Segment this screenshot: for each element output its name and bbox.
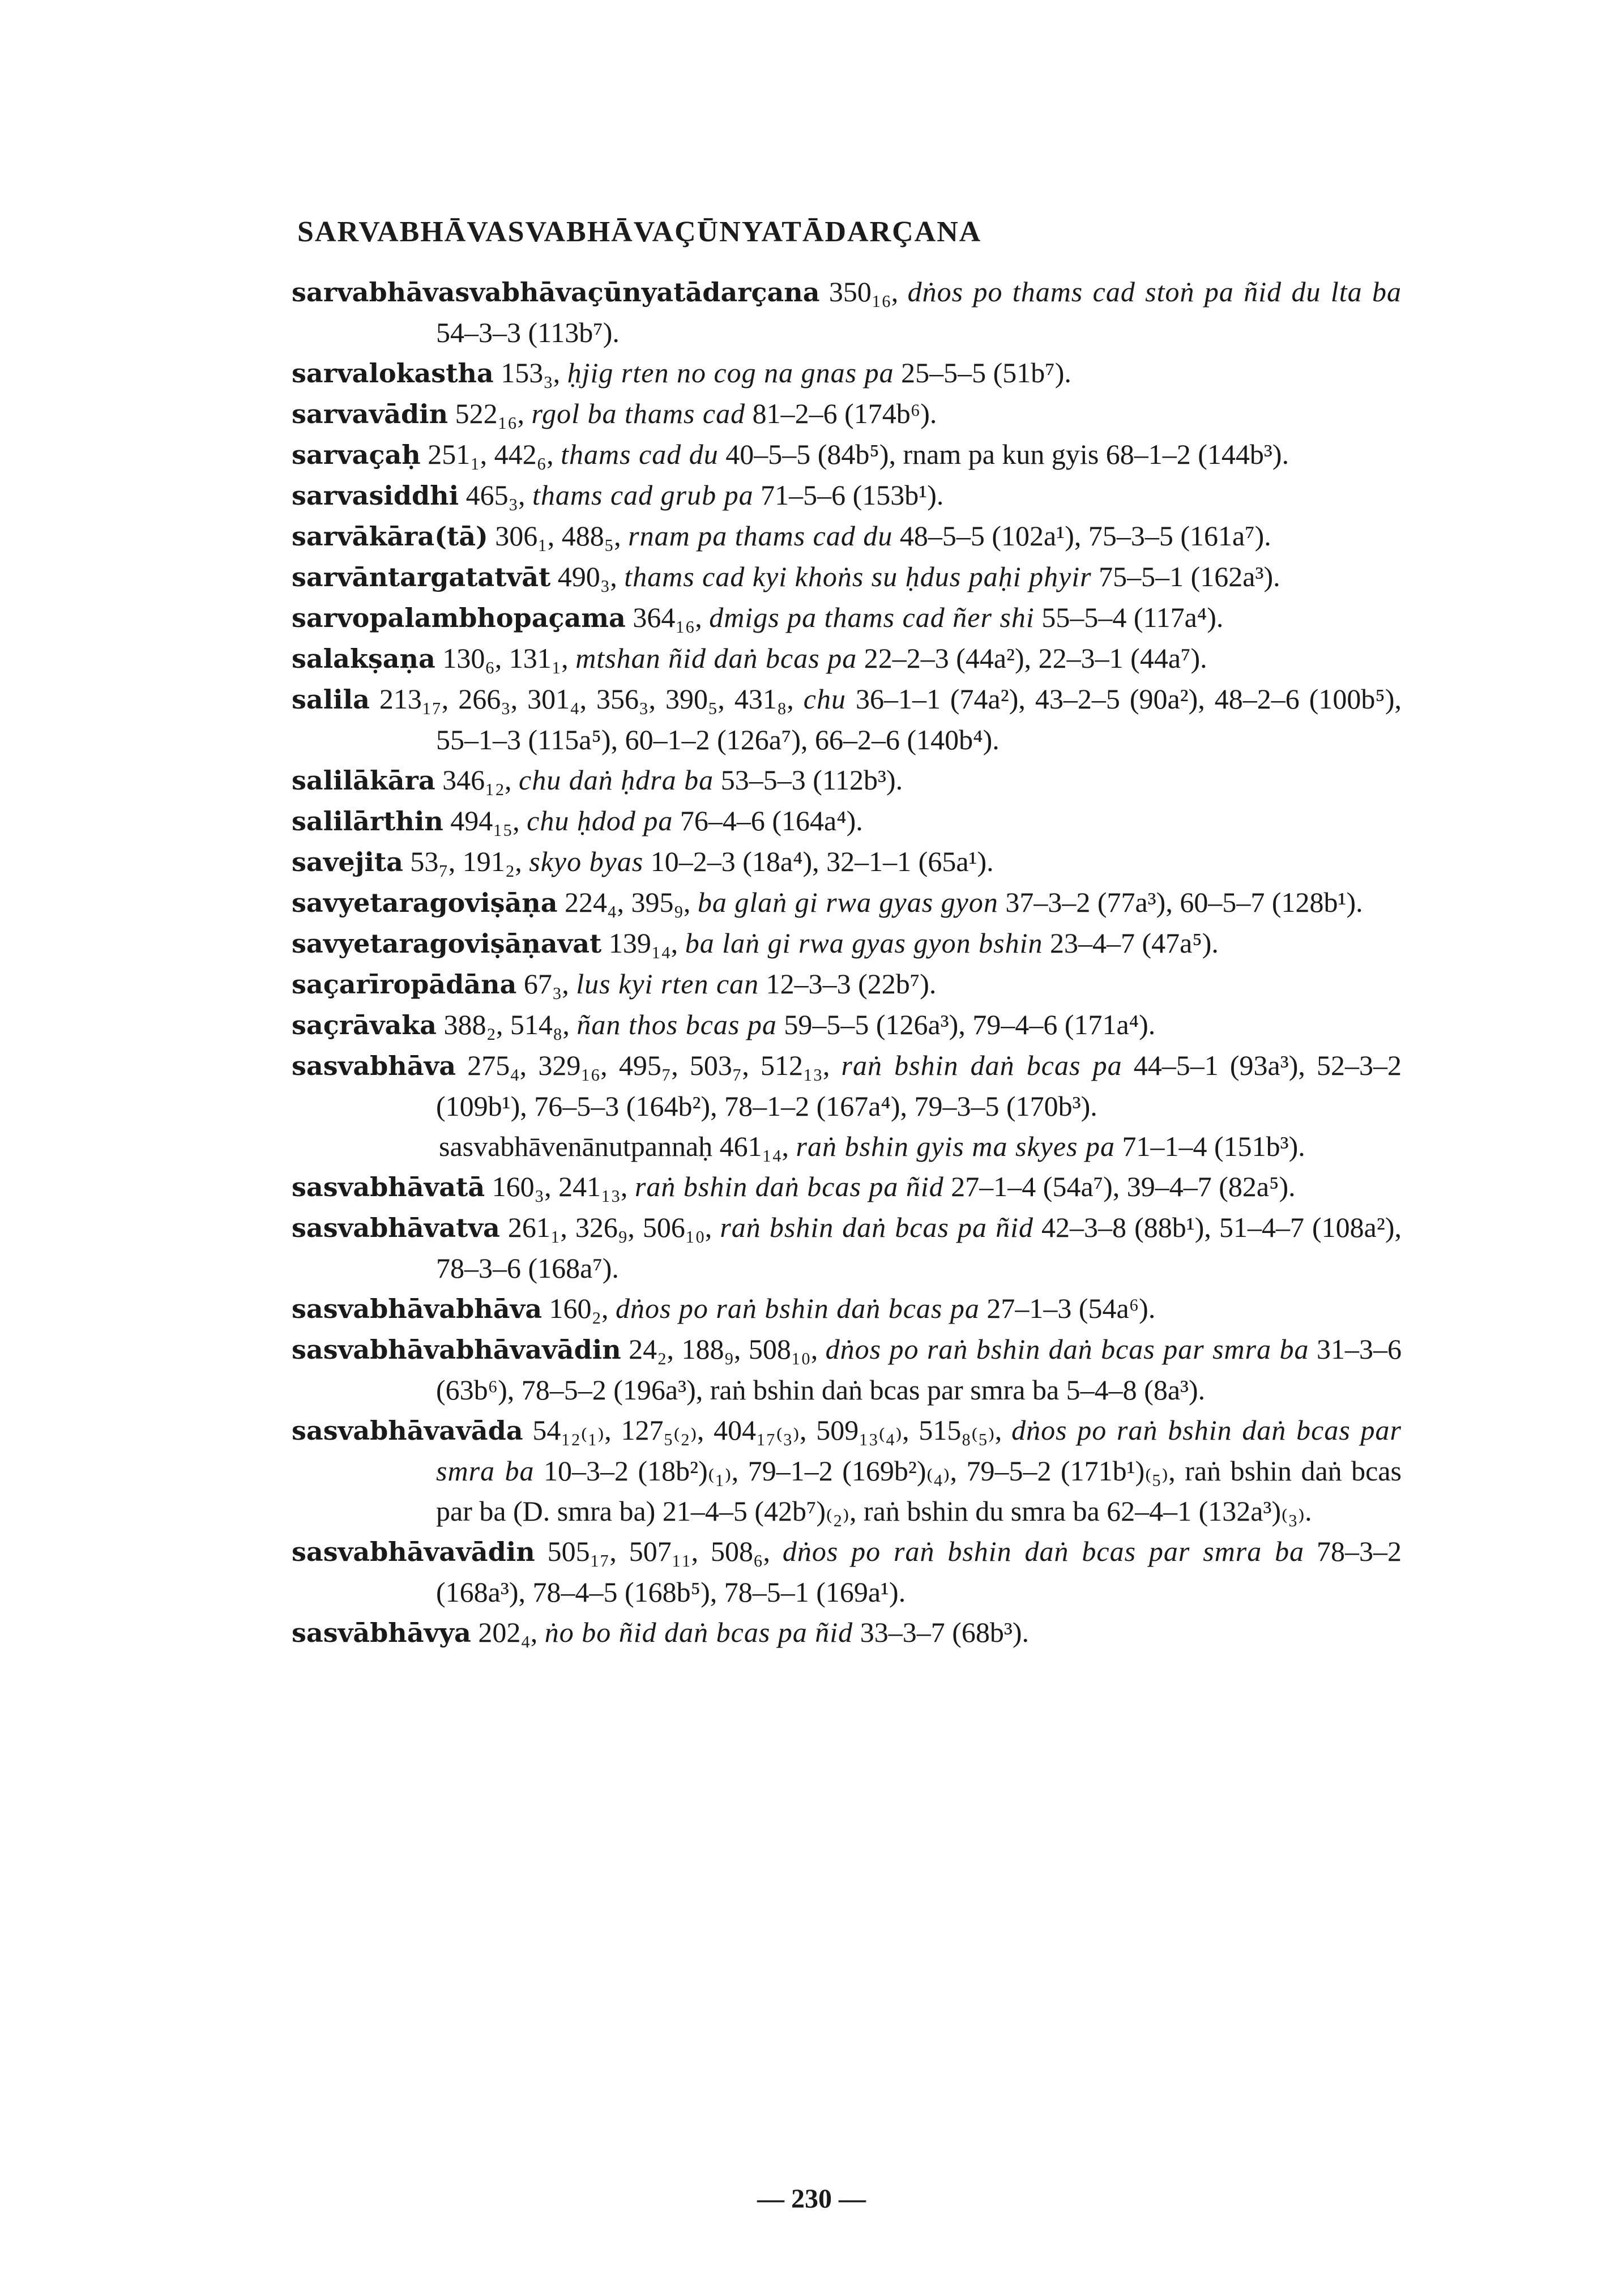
entry-headword: sarvavādin xyxy=(292,399,449,429)
entry-refs: 130₆, 131₁, xyxy=(435,642,576,674)
entry-tail: 27–1–4 (54a⁷), 39–4–7 (82a⁵). xyxy=(943,1171,1296,1202)
list-item xyxy=(292,1329,1402,1410)
entry-tail: 76–4–6 (164a⁴). xyxy=(673,805,863,837)
list-item xyxy=(292,1005,1402,1045)
list-item xyxy=(292,557,1402,598)
list-item xyxy=(292,964,1402,1005)
entry-tibetan: lus kyi rten can xyxy=(576,968,759,1000)
entry-tail: 54–3–3 (113b⁷). xyxy=(436,317,620,348)
entry-tibetan: mtshan ñid daṅ bcas pa xyxy=(575,642,857,674)
entry-tibetan: dmigs pa thams cad ñer shi xyxy=(709,601,1035,633)
entry-tail: 36–1–1 (74a²), 43–2–5 (90a²), 48–2–6 (100b⁵), 55–1–3 (115a⁵), 60–1–2 (126a⁷), 66–2–6 (140b⁴). xyxy=(436,683,1402,756)
entry-tibetan: dṅos po raṅ bshin daṅ bcas par smra ba xyxy=(436,1414,1402,1487)
entry-headword: salila xyxy=(292,684,370,715)
list-item xyxy=(292,923,1402,964)
entry-tail: 59–5–5 (126a³), 79–4–6 (171a⁴). xyxy=(776,1009,1156,1040)
entry-tibetan: dṅos po raṅ bshin daṅ bcas par smra ba xyxy=(782,1535,1305,1567)
entry-headword: salakṣaṇa xyxy=(292,643,435,674)
entry-refs: 202₄, xyxy=(471,1616,545,1648)
list-item xyxy=(292,272,1402,353)
entry-subform: sasvabhāvenānutpannaḥ xyxy=(439,1130,713,1162)
entry-tibetan: raṅ bshin daṅ bcas pa ñid xyxy=(720,1211,1033,1243)
entry-refs: 490₃, xyxy=(550,561,625,592)
entry-tail: 31–3–6 (63b⁶), 78–5–2 (196a³), raṅ bshin daṅ bcas par smra ba 5–4–8 (8a³). xyxy=(436,1333,1402,1406)
list-item xyxy=(292,353,1402,394)
entry-tail: 48–5–5 (102a¹), 75–3–5 (161a⁷). xyxy=(892,520,1271,552)
entry-refs: 364₁₆, xyxy=(625,601,710,633)
entry-refs: 461₁₄, xyxy=(712,1130,796,1162)
entry-tail: 44–5–1 (93a³), 52–3–2 (109b¹), 76–5–3 (164b²), 78–1–2 (167a⁴), 79–3–5 (170b³). xyxy=(436,1049,1402,1122)
entry-headword: sasvabhāva xyxy=(292,1051,456,1081)
entry-tail: 55–5–4 (117a⁴). xyxy=(1034,601,1224,633)
entry-tibetan: chu xyxy=(803,683,846,715)
list-item xyxy=(292,1531,1402,1612)
list-item xyxy=(292,1288,1402,1329)
entry-headword: sarvabhāvasvabhāvaçūnyatādarçana xyxy=(292,277,820,308)
entry-tail: 23–4–7 (47a⁵). xyxy=(1043,927,1219,959)
entry-headword: savyetaragoviṣāṇa xyxy=(292,887,558,918)
entry-tibetan: skyo byas xyxy=(529,846,644,877)
entry-headword: sarvopalambhopaçama xyxy=(292,603,626,633)
entry-tibetan: raṅ bshin daṅ bcas pa ñid xyxy=(634,1171,944,1202)
list-item xyxy=(292,679,1402,760)
list-item xyxy=(292,801,1402,842)
list-item xyxy=(292,1410,1402,1531)
entry-tibetan: ba glaṅ gi rwa gyas gyon xyxy=(697,886,998,918)
entry-tail: 40–5–5 (84b⁵), rnam pa kun gyis 68–1–2 (144b³). xyxy=(718,438,1289,470)
entry-tibetan: ñan thos bcas pa xyxy=(576,1009,777,1040)
entry-tail: 10–2–3 (18a⁴), 32–1–1 (65a¹). xyxy=(643,846,994,877)
entry-refs: 275₄, 329₁₆, 495₇, 503₇, 512₁₃, xyxy=(456,1049,842,1081)
glossary-entries xyxy=(292,272,1402,1653)
page-number: — 230 — xyxy=(757,2184,866,2214)
entry-refs: 160₃, 241₁₃, xyxy=(485,1171,635,1202)
entry-headword: saçarīropādāna xyxy=(292,969,517,1000)
entry-refs: 505₁₇, 507₁₁, 508₆, xyxy=(535,1535,783,1567)
entry-tail: 78–3–2 (168a³), 78–4–5 (168b⁵), 78–5–1 (169a¹). xyxy=(436,1535,1402,1608)
list-item-subentry xyxy=(292,1126,1402,1167)
entry-tail: 33–3–7 (68b³). xyxy=(853,1616,1029,1648)
entry-tibetan: ḥjig rten no cog na gnas pa xyxy=(567,357,894,389)
entry-refs: 153₃, xyxy=(493,357,567,389)
list-item xyxy=(292,638,1402,679)
list-item xyxy=(292,1207,1402,1288)
entry-refs: 350₁₆, xyxy=(819,276,908,308)
list-item xyxy=(292,516,1402,557)
entry-refs: 53₇, 191₂, xyxy=(403,846,529,877)
entry-refs: 213₁₇, 266₃, 301₄, 356₃, 390₅, 431₈, xyxy=(369,683,804,715)
entry-refs: 160₂, xyxy=(542,1292,616,1324)
entry-refs: 306₁, 488₅, xyxy=(488,520,629,552)
entry-tibetan: ba laṅ gi rwa gyas gyon bshin xyxy=(685,927,1043,959)
entry-headword: sasvabhāvabhāva xyxy=(292,1294,543,1324)
list-item xyxy=(292,434,1402,475)
entry-refs: 54₁₂₍₁₎, 127₅₍₂₎, 404₁₇₍₃₎, 509₁₃₍₄₎, 515₈₍₅₎, xyxy=(523,1414,1012,1446)
entry-tail: 53–5–3 (112b³). xyxy=(714,764,903,796)
entry-refs: 494₁₅, xyxy=(443,805,527,837)
entry-refs: 261₁, 326₉, 506₁₀, xyxy=(499,1211,720,1243)
entry-tibetan: rgol ba thams cad xyxy=(531,398,746,429)
list-item xyxy=(292,882,1402,923)
entry-refs: 24₂, 188₉, 508₁₀, xyxy=(621,1333,826,1365)
entry-headword: sarvākāra(tā) xyxy=(292,521,488,552)
entry-refs: 67₃, xyxy=(516,968,576,1000)
entry-tail: 42–3–8 (88b¹), 51–4–7 (108a²), 78–3–6 (168a⁷). xyxy=(436,1211,1402,1284)
entry-headword: sasvabhāvavāda xyxy=(292,1415,523,1446)
entry-tibetan: raṅ bshin gyis ma skyes pa xyxy=(796,1130,1115,1162)
entry-tail: 27–1–3 (54a⁶). xyxy=(979,1292,1156,1324)
entry-tail: 37–3–2 (77a³), 60–5–7 (128b¹). xyxy=(998,886,1363,918)
entry-tibetan: chu daṅ ḥdra ba xyxy=(519,764,714,796)
entry-headword: salilākāra xyxy=(292,765,435,796)
entry-refs: 388₂, 514₈, xyxy=(436,1009,577,1040)
entry-tail: 10–3–2 (18b²)₍₁₎, 79–1–2 (169b²)₍₄₎, 79–5–2 (171b¹)₍₅₎, raṅ bshin daṅ bcas par ba (D. smra ba) 21–4–5 (42b⁷)₍₂₎, raṅ bshin du smra ba 62–4–1 (132a³)₍₃₎. xyxy=(436,1455,1402,1527)
entry-tibetan: dṅos po raṅ bshin daṅ bcas par smra ba xyxy=(825,1333,1309,1365)
entry-refs: 465₃, xyxy=(459,479,533,511)
entry-tibetan: dṅos po thams cad stoṅ pa ñid du lta ba xyxy=(907,276,1402,308)
entry-tail: 25–5–5 (51b⁷). xyxy=(894,357,1071,389)
entry-headword: salilārthin xyxy=(292,806,443,837)
entry-tibetan: chu ḥdod pa xyxy=(527,805,673,837)
entry-headword: sarvasiddhi xyxy=(292,480,459,511)
entry-refs: 251₁, 442₆, xyxy=(420,438,561,470)
entry-tibetan: dṅos po raṅ bshin daṅ bcas pa xyxy=(615,1292,980,1324)
entry-refs: 224₄, 395₉, xyxy=(557,886,698,918)
entry-headword: savejita xyxy=(292,847,403,877)
entry-headword: sasvabhāvatā xyxy=(292,1172,485,1202)
entry-tail: 81–2–6 (174b⁶). xyxy=(745,398,937,429)
page-title: SARVABHĀVASVABHĀVAÇŪNYATĀDARÇANA xyxy=(297,216,982,248)
entry-headword: sasvabhāvabhāvavādin xyxy=(292,1334,621,1365)
entry-tibetan: thams cad grub pa xyxy=(532,479,754,511)
list-item xyxy=(292,475,1402,516)
list-item xyxy=(292,394,1402,434)
entry-tail: 75–5–1 (162a³). xyxy=(1091,561,1280,592)
entry-tibetan: ṅo bo ñid daṅ bcas pa ñid xyxy=(544,1616,853,1648)
entry-tibetan: thams cad du xyxy=(561,438,719,470)
entry-refs: 522₁₆, xyxy=(448,398,532,429)
entry-headword: sasvābhāvya xyxy=(292,1618,471,1648)
list-item xyxy=(292,598,1402,638)
entry-tibetan: rnam pa thams cad du xyxy=(628,520,893,552)
entry-tail: 22–2–3 (44a²), 22–3–1 (44a⁷). xyxy=(857,642,1207,674)
entry-refs: 139₁₄, xyxy=(601,927,685,959)
list-item xyxy=(292,760,1402,801)
entry-refs: 346₁₂, xyxy=(435,764,519,796)
entry-headword: sarvalokastha xyxy=(292,358,494,389)
entry-tail: 71–1–4 (151b³). xyxy=(1114,1130,1305,1162)
list-item xyxy=(292,842,1402,882)
list-item xyxy=(292,1167,1402,1207)
entry-headword: sarvāntargatatvāt xyxy=(292,562,551,592)
entry-tibetan: raṅ bshin daṅ bcas pa xyxy=(841,1049,1122,1081)
entry-headword: sasvabhāvatva xyxy=(292,1213,500,1243)
entry-tail: 71–5–6 (153b¹). xyxy=(753,479,944,511)
entry-tibetan: thams cad kyi khoṅs su ḥdus paḥi phyir xyxy=(624,561,1092,592)
list-item xyxy=(292,1045,1402,1126)
entry-headword: sarvaçaḥ xyxy=(292,439,421,470)
entry-headword: savyetaragoviṣāṇavat xyxy=(292,928,602,959)
entry-headword: sasvabhāvavādin xyxy=(292,1537,535,1567)
entry-headword: saçrāvaka xyxy=(292,1010,437,1040)
entry-tail: 12–3–3 (22b⁷). xyxy=(759,968,937,1000)
list-item xyxy=(292,1612,1402,1653)
